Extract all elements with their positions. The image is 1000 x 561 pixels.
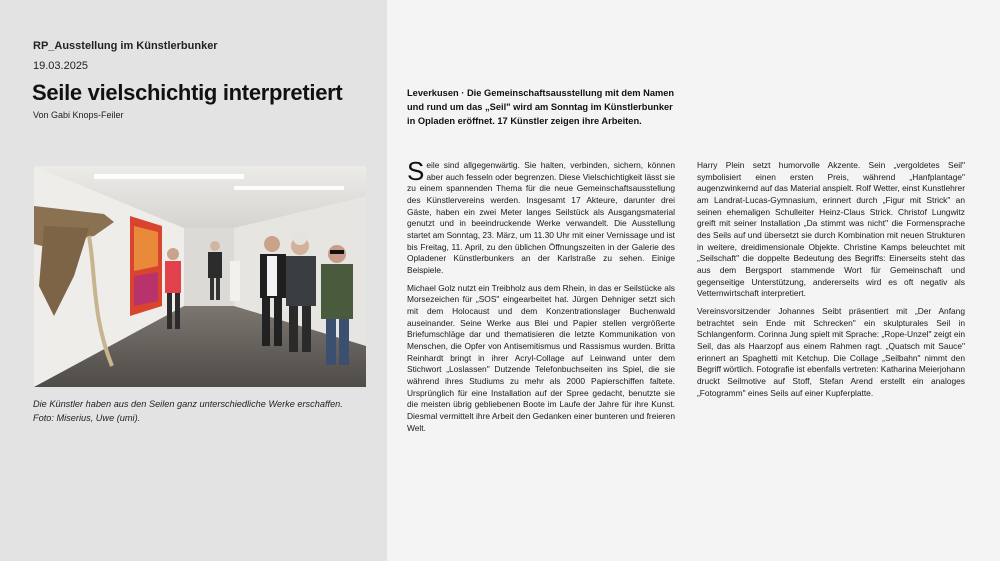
body-column-1: [407, 156, 675, 440]
photo-caption: [33, 398, 378, 426]
body-paragraph-1: [407, 156, 675, 277]
caption-text: Die Künstler haben aus den Seilen ganz unterschiedliche Werke erschaffen.: [33, 399, 343, 409]
body-column-2: [697, 160, 965, 405]
lead-paragraph: Leverkusen · Die Gemeinschaftsausstellung mit dem Namen und rund um das „Seil" wird am Sonntag im Künstlerbunker in Opladen eröffnet. 17 Künstler zeigen ihre Arbeiten.: [407, 88, 675, 126]
body-paragraph-2: Michael Golz nutzt ein Treibholz aus dem Rhein, in das er Seilstücke als Morsezeichen für „SOS" eingearbeitet hat. Jürgen Dehniger setzt sich mit dem Holocaust und dem Konzentrationslager Buchenwald auseinander. Seine Werke aus Blei und Papier stellen vergrößerte Briefumschläge dar und thematisieren die letzte Kommunikation von Menschen, die Opfer von Antisemitismus und Rassismus wurden. Britta Reinhardt bringt in ihrer Acryl-Collage auf Leinwand unter dem Stichwort „Loslassen" Dutzende Telefonbuchseiten ins Spiel, die sie während ihres Studiums zu mehr als 2000 Papierschiffen faltete. Ursprünglich für eine Installation auf der Spree gedacht, benutzte sie die meisten übrig gebliebenen Boote im Laufe der Jahre für ihre Kunst. Diesmal vermittelt ihre Arbeit den Gedanken einer bunteren und freieren Welt.: [407, 282, 675, 433]
publication-date: 19.03.2025: [33, 60, 89, 72]
photo-credit: Foto: Miserius, Uwe (umi).: [33, 412, 141, 423]
section-label: RP_Ausstellung im Künstlerbunker: [33, 40, 218, 52]
article-photo: [34, 166, 366, 387]
body-paragraph-1-text: eile sind allgegenwärtig. Sie halten, verbinden, sichern, können aber auch fesseln oder begrenzen. Diese Vielschichtigkeit lässt sie zu einem spannenden Thema für die neue Gemeinschaftsausstellung des Künstlervereins werden. Insgesamt 17 Akteure, darunter drei Gäste, haben ein zwei Meter langes Seilstück als Ausgangsmaterial genutzt und in beeindruckende Werke verwandelt. Die Ausstellung startet am Sonntag, 23. März, um 11.30 Uhr mit einer Vernissage und ist bis Freitag, 11. April, zu den üblichen Öffnungszeiten in der Galerie des Opladener Künstlerbunkers an der Karlstraße zu sehen. Einige Beispiele.: [407, 160, 675, 276]
headline: Seile vielschichtig interpretiert: [32, 80, 343, 105]
author-byline: Von Gabi Knops-Feiler: [33, 110, 124, 120]
gallery-photo-illustration: [34, 166, 366, 387]
body-paragraph-4: Vereinsvorsitzender Johannes Seibt präsentiert mit „Der Anfang betrachtet sein Ende mit Schrecken" ein skulpturales Seil in Schlangenform. Corinna Jung spielt mit Sprache: „Rope-Unzel" zeigt ein Seil, das als Haarzopf aus einem Rahmen ragt. „Quatsch mit Sauce" erinnert an Spaghetti mit Ketchup. Die Collage „Seilbahn" nimmt den Begriff wörtlich. Fotografie ist ebenfalls vertreten: Katharina Meierjohann druckt Seilmotive auf Stoff, Stefan Arend erstellt ein analoges „Fotogramm" eines Seils auf einer Kupferplatte.: [697, 306, 965, 398]
body-paragraph-3: Harry Plein setzt humorvolle Akzente. Sein „vergoldetes Seil" symbolisiert einen ersten Preis, während „Hanfplantage" augenzwinkernd auf das Material anspielt. Rolf Wetter, einst Kunstlehrer am Landrat-Lucas-Gymnasium, erinnert durch „Figur mit Strick" an seinen ehemaligen Schulleiter Heinz-Claus Strick. Christof Lungwitz greift mit seiner Installation „Da stimmt was nicht" die Formensprache des Seils auf und übersetzt sie durch Kombination mit neuen Strukturen in weitere, dreidimensionale Objekte. Christine Kamps beleuchtet mit „Seilschaft" die doppelte Bedeutung des Begriffs: Einerseits steht das aus dem Bergsport stammende Wort für Gemeinschaft und gegenseitige Unterstützung, andererseits wird es oft negativ als Vetternwirtschaft interpretiert.: [697, 160, 965, 299]
drop-cap: S: [407, 156, 425, 186]
